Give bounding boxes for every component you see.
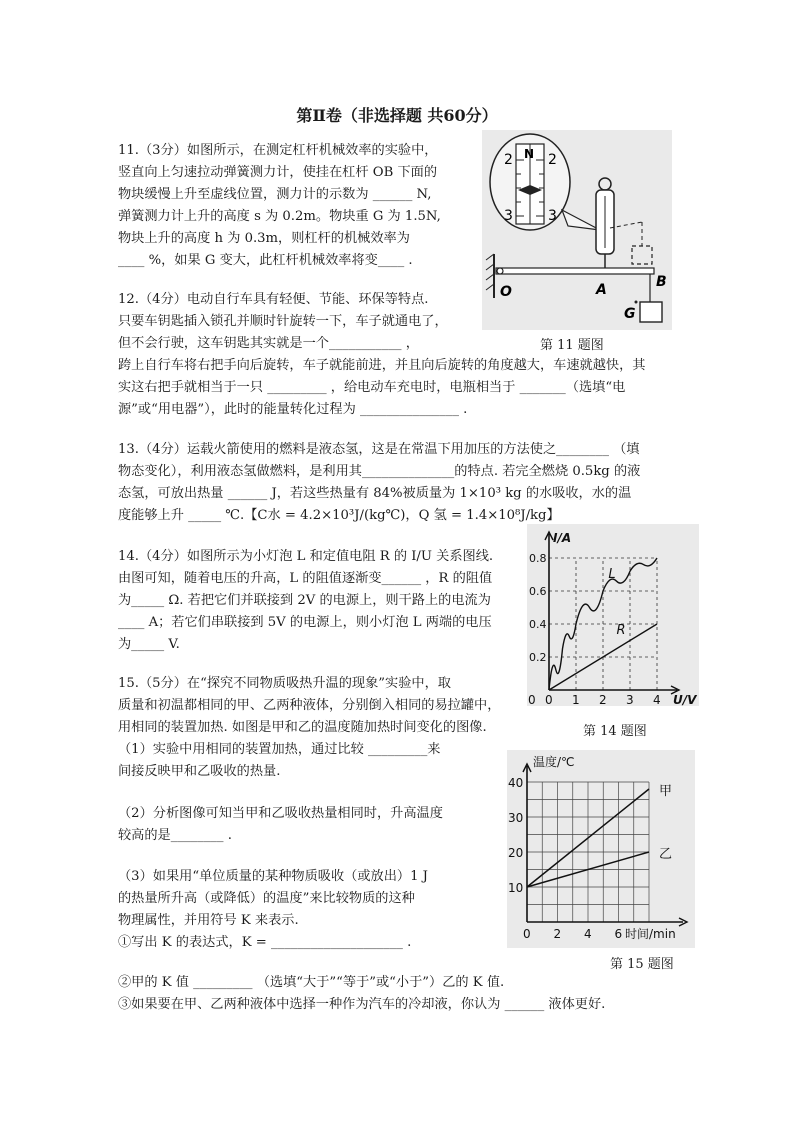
x-tick-label: 0 [523,927,531,941]
x-axis-label: 时间/min [625,927,676,941]
x-tick-label: 0 [545,693,553,706]
q11-line: 物块上升的高度 h 为 0.3m，则杠杆的机械效率为 [118,231,410,246]
x-tick-label: 2 [599,693,607,706]
q11-line: 11.（3分）如图所示，在测定杠杆机械效率的实验中， [118,143,438,158]
q15-line: 15.（5分）在“探究不同物质吸热升温的现象”实验中，取 [118,676,451,691]
q15-line: （2）分析图像可知当甲和乙吸收热量相同时，升高温度 [118,806,443,821]
scale-label: 3 [504,208,513,224]
q14-line: 14.（4分）如图所示为小灯泡 L 和定值电阻 R 的 I/U 关系图线. [118,549,494,564]
q15-line: 间接反映甲和乙吸收的热量. [118,764,281,779]
q15-line: 的热量所升高（或降低）的温度”来比较物质的这种 [118,891,415,906]
q11-line: ____ %，如果 G 变大，此杠杆机械效率将变____ . [118,253,413,268]
figure-14-caption: 第 14 题图 [583,724,647,739]
y-tick-label: 40 [508,776,524,790]
point-O-label: O [500,284,512,300]
scale-label: 3 [548,208,557,224]
section-title: 第Ⅱ卷（非选择题 共60分） [296,106,498,125]
q12-line: 但不会行驶，这车钥匙其实就是一个___________ ， [118,336,419,351]
q15-line: ③如果要在甲、乙两种液体中选择一种作为汽车的冷却液，你认为 ______ 液体更好. [118,997,606,1012]
x-tick-label: 3 [626,693,634,706]
temperature-chart [507,750,695,948]
q11-line: 竖直向上匀速拉动弹簧测力计，使挂在杠杆 OB 下面的 [118,165,438,180]
series-label-乙: 乙 [659,847,673,862]
q12-line: 源”或“用电器”），此时的能量转化过程为 _______________ . [118,402,468,417]
q14-line: 为_____ V. [118,637,180,652]
q15-line: 物理属性，并用符号 K 来表示. [118,913,299,928]
x-tick-label: 4 [653,693,661,706]
q14-line: ____ A；若它们串联接到 5V 的电源上，则小灯泡 L 两端的电压 [118,615,492,630]
weight-G-label: G [624,306,636,322]
y-tick-label: 0.8 [529,552,547,565]
q13-line: 度能够上升 _____ ℃.【C水 = 4.2×10³J/(kg℃)，Q 氢 = 1.4×10⁸J/kg】 [118,508,560,523]
q15-line: 质量和初温都相同的甲、乙两种液体，分别倒入相同的易拉罐中， [118,698,501,713]
lever-figure [482,130,672,330]
temperature-chart-figure [507,750,695,948]
series-label-R: R [616,622,626,638]
q15-line: ①写出 K 的表达式，K = ____________________ . [118,935,412,950]
q14-line: 由图可知，随着电压的升高，L 的阻值逐渐变______ ，R 的阻值 [118,571,493,586]
y-tick-label: 30 [508,811,524,825]
scale-label: 2 [504,152,513,168]
newton-label: N [524,147,535,161]
q13-line: 13.（4分）运载火箭使用的燃料是液态氢，这是在常温下用加压的方法使之________ （填 [118,442,640,457]
q11-line: 弹簧测力计上升的高度 s 为 0.2m。物块重 G 为 1.5N, [118,209,441,224]
x-tick-label: 2 [553,927,562,941]
q11-line: 物块缓慢上升至虚线位置，测力计的示数为 ______ N, [118,187,432,202]
y-tick-label: 0.2 [529,651,547,664]
figure-15-caption: 第 15 题图 [610,957,674,972]
q15-line: 用相同的装置加热. 如图是甲和乙的温度随加热时间变化的图像. [118,720,487,735]
iu-chart [527,524,699,706]
x-axis-label: U/V [673,693,697,706]
x-tick-label: 1 [572,693,580,706]
origin-label: 0 [528,693,536,706]
y-axis-label: I/A [553,531,572,545]
q15-line: 较高的是________ . [118,828,232,843]
scale-label: 2 [548,152,557,168]
point-B-label: B [656,274,667,290]
y-tick-label: 0.6 [529,585,547,598]
q12-line: 跨上自行车将右把手向后旋转，车子就能前进，并且向后旋转的角度越大，车速就越快，其 [118,358,646,373]
iu-chart-figure [527,524,699,706]
x-tick-label: 6 [614,927,623,941]
q15-line: ②甲的 K 值 _________ （选填“大于”“等于”或“小于”）乙的 K 值. [118,975,505,990]
series-label-L: L [608,566,616,582]
point-A-label: A [596,282,607,298]
figure-11-caption: 第 11 题图 [540,338,604,353]
q13-line: 态氢，可放出热量 ______ J，若这些热量有 84%被质量为 1×10³ kg 的水吸收，水的温 [118,486,632,501]
y-tick-label: 0.4 [529,618,547,631]
x-tick-label: 4 [584,927,592,941]
q12-line: 实这右把手就相当于一只 _________ ，给电动车充电时，电瓶相当于 _______（选填“电 [118,380,626,395]
series-label-甲: 甲 [659,784,673,799]
q12-line: 12.（4分）电动自行车具有轻便、节能、环保等特点. [118,292,429,307]
q14-line: 为_____ Ω. 若把它们并联接到 2V 的电源上，则干路上的电流为 [118,593,491,608]
q12-line: 只要车钥匙插入锁孔并顺时针旋转一下，车子就通电了， [118,314,448,329]
q15-line: （3）如果用“单位质量的某种物质吸收（或放出）1 J [118,869,428,884]
y-tick-label: 10 [508,881,524,895]
y-tick-label: 20 [508,846,524,860]
q15-line: （1）实验中用相同的装置加热，通过比较 _________来 [118,742,441,757]
q13-line: 物态变化），利用液态氢做燃料，是利用其______________的特点. 若完全燃烧 0.5kg 的液 [118,464,641,479]
y-axis-label: 温度/℃ [533,755,575,769]
